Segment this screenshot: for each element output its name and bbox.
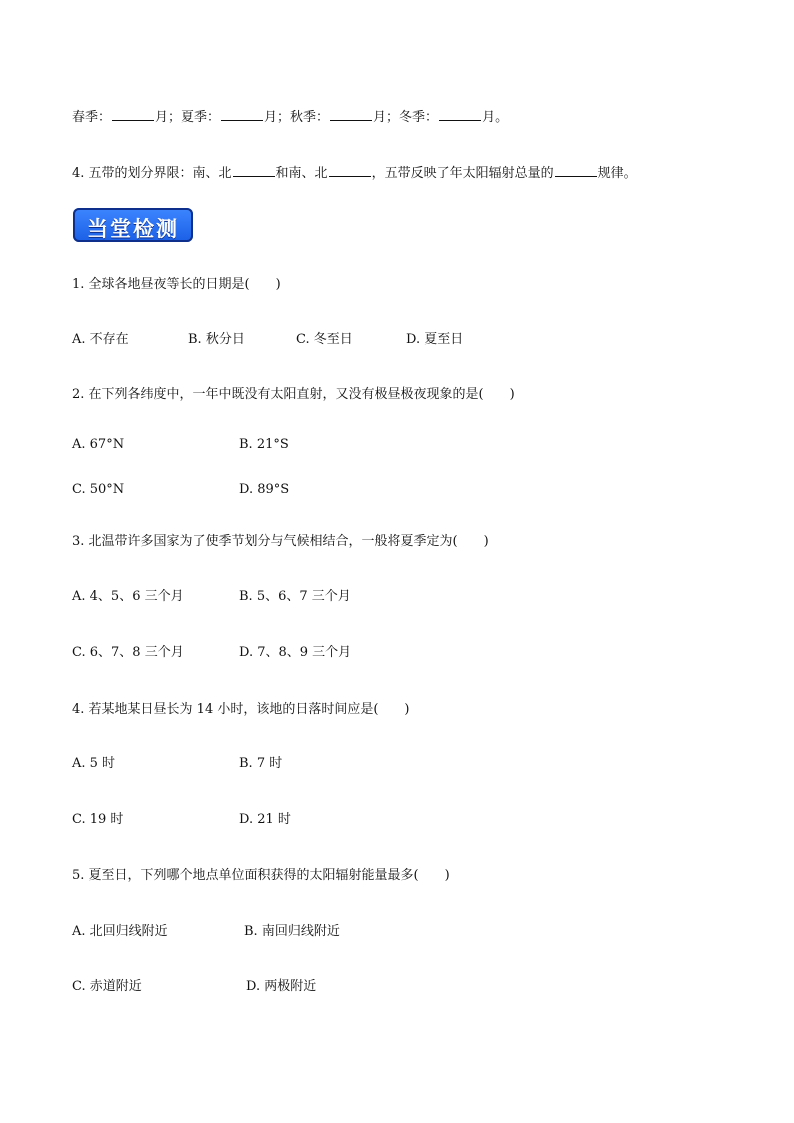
blank-spring[interactable] xyxy=(112,108,154,121)
blank-zone-2[interactable] xyxy=(329,164,371,177)
blank-winter[interactable] xyxy=(439,108,481,121)
zones-fill-line xyxy=(72,164,637,183)
seasons-label-autumn: 月；秋季： xyxy=(264,110,330,125)
blank-autumn[interactable] xyxy=(330,108,372,121)
question-5: 5. 夏至日，下列哪个地点单位面积获得的太阳辐射能量最多( ) xyxy=(72,868,450,883)
zones-text-1: 4. 五带的划分界限：南、北 xyxy=(72,166,232,181)
q4-option-c[interactable]: C. 19 时 xyxy=(72,812,124,827)
section-banner xyxy=(73,208,193,242)
q3-option-a[interactable]: A. 4、5、6 三个月 xyxy=(72,589,184,604)
q3-option-d[interactable]: D. 7、8、9 三个月 xyxy=(239,645,352,660)
blank-zone-3[interactable] xyxy=(555,164,597,177)
q4-option-b[interactable]: B. 7 时 xyxy=(239,756,283,771)
question-1: 1. 全球各地昼夜等长的日期是( ) xyxy=(72,277,281,292)
q2-option-b[interactable]: B. 21°S xyxy=(239,437,289,452)
q2-option-c[interactable]: C. 50°N xyxy=(72,482,125,497)
question-2: 2. 在下列各纬度中，一年中既没有太阳直射，又没有极昼极夜现象的是( ) xyxy=(72,387,515,402)
q4-option-d[interactable]: D. 21 时 xyxy=(239,812,291,827)
seasons-label-summer: 月；夏季： xyxy=(155,110,221,125)
q5-option-a[interactable]: A. 北回归线附近 xyxy=(72,924,168,939)
q1-option-c[interactable]: C. 冬至日 xyxy=(296,332,353,347)
q5-option-c[interactable]: C. 赤道附近 xyxy=(72,979,142,994)
q5-option-b[interactable]: B. 南回归线附近 xyxy=(244,924,340,939)
q1-option-a[interactable]: A. 不存在 xyxy=(72,332,129,347)
q1-option-d[interactable]: D. 夏至日 xyxy=(406,332,464,347)
q5-option-d[interactable]: D. 两极附近 xyxy=(246,979,317,994)
q2-option-a[interactable]: A. 67°N xyxy=(72,437,125,452)
zones-text-4: 规律。 xyxy=(597,166,637,181)
q3-option-b[interactable]: B. 5、6、7 三个月 xyxy=(239,589,351,604)
seasons-label-winter: 月；冬季： xyxy=(373,110,439,125)
seasons-label-end: 月。 xyxy=(482,110,509,125)
seasons-fill-line xyxy=(72,108,508,127)
zones-text-3: ，五带反映了年太阳辐射总量的 xyxy=(371,166,554,181)
blank-zone-1[interactable] xyxy=(233,164,275,177)
section-banner-label: 当堂检测 xyxy=(87,217,179,241)
question-4: 4. 若某地某日昼长为 14 小时，该地的日落时间应是( ) xyxy=(72,702,410,717)
q1-option-b[interactable]: B. 秋分日 xyxy=(188,332,245,347)
q2-option-d[interactable]: D. 89°S xyxy=(239,482,290,497)
zones-text-2: 和南、北 xyxy=(275,166,328,181)
q4-option-a[interactable]: A. 5 时 xyxy=(72,756,116,771)
q3-option-c[interactable]: C. 6、7、8 三个月 xyxy=(72,645,184,660)
seasons-label-spring: 春季： xyxy=(72,110,112,125)
question-3: 3. 北温带许多国家为了使季节划分与气候相结合，一般将夏季定为( ) xyxy=(72,534,489,549)
blank-summer[interactable] xyxy=(221,108,263,121)
